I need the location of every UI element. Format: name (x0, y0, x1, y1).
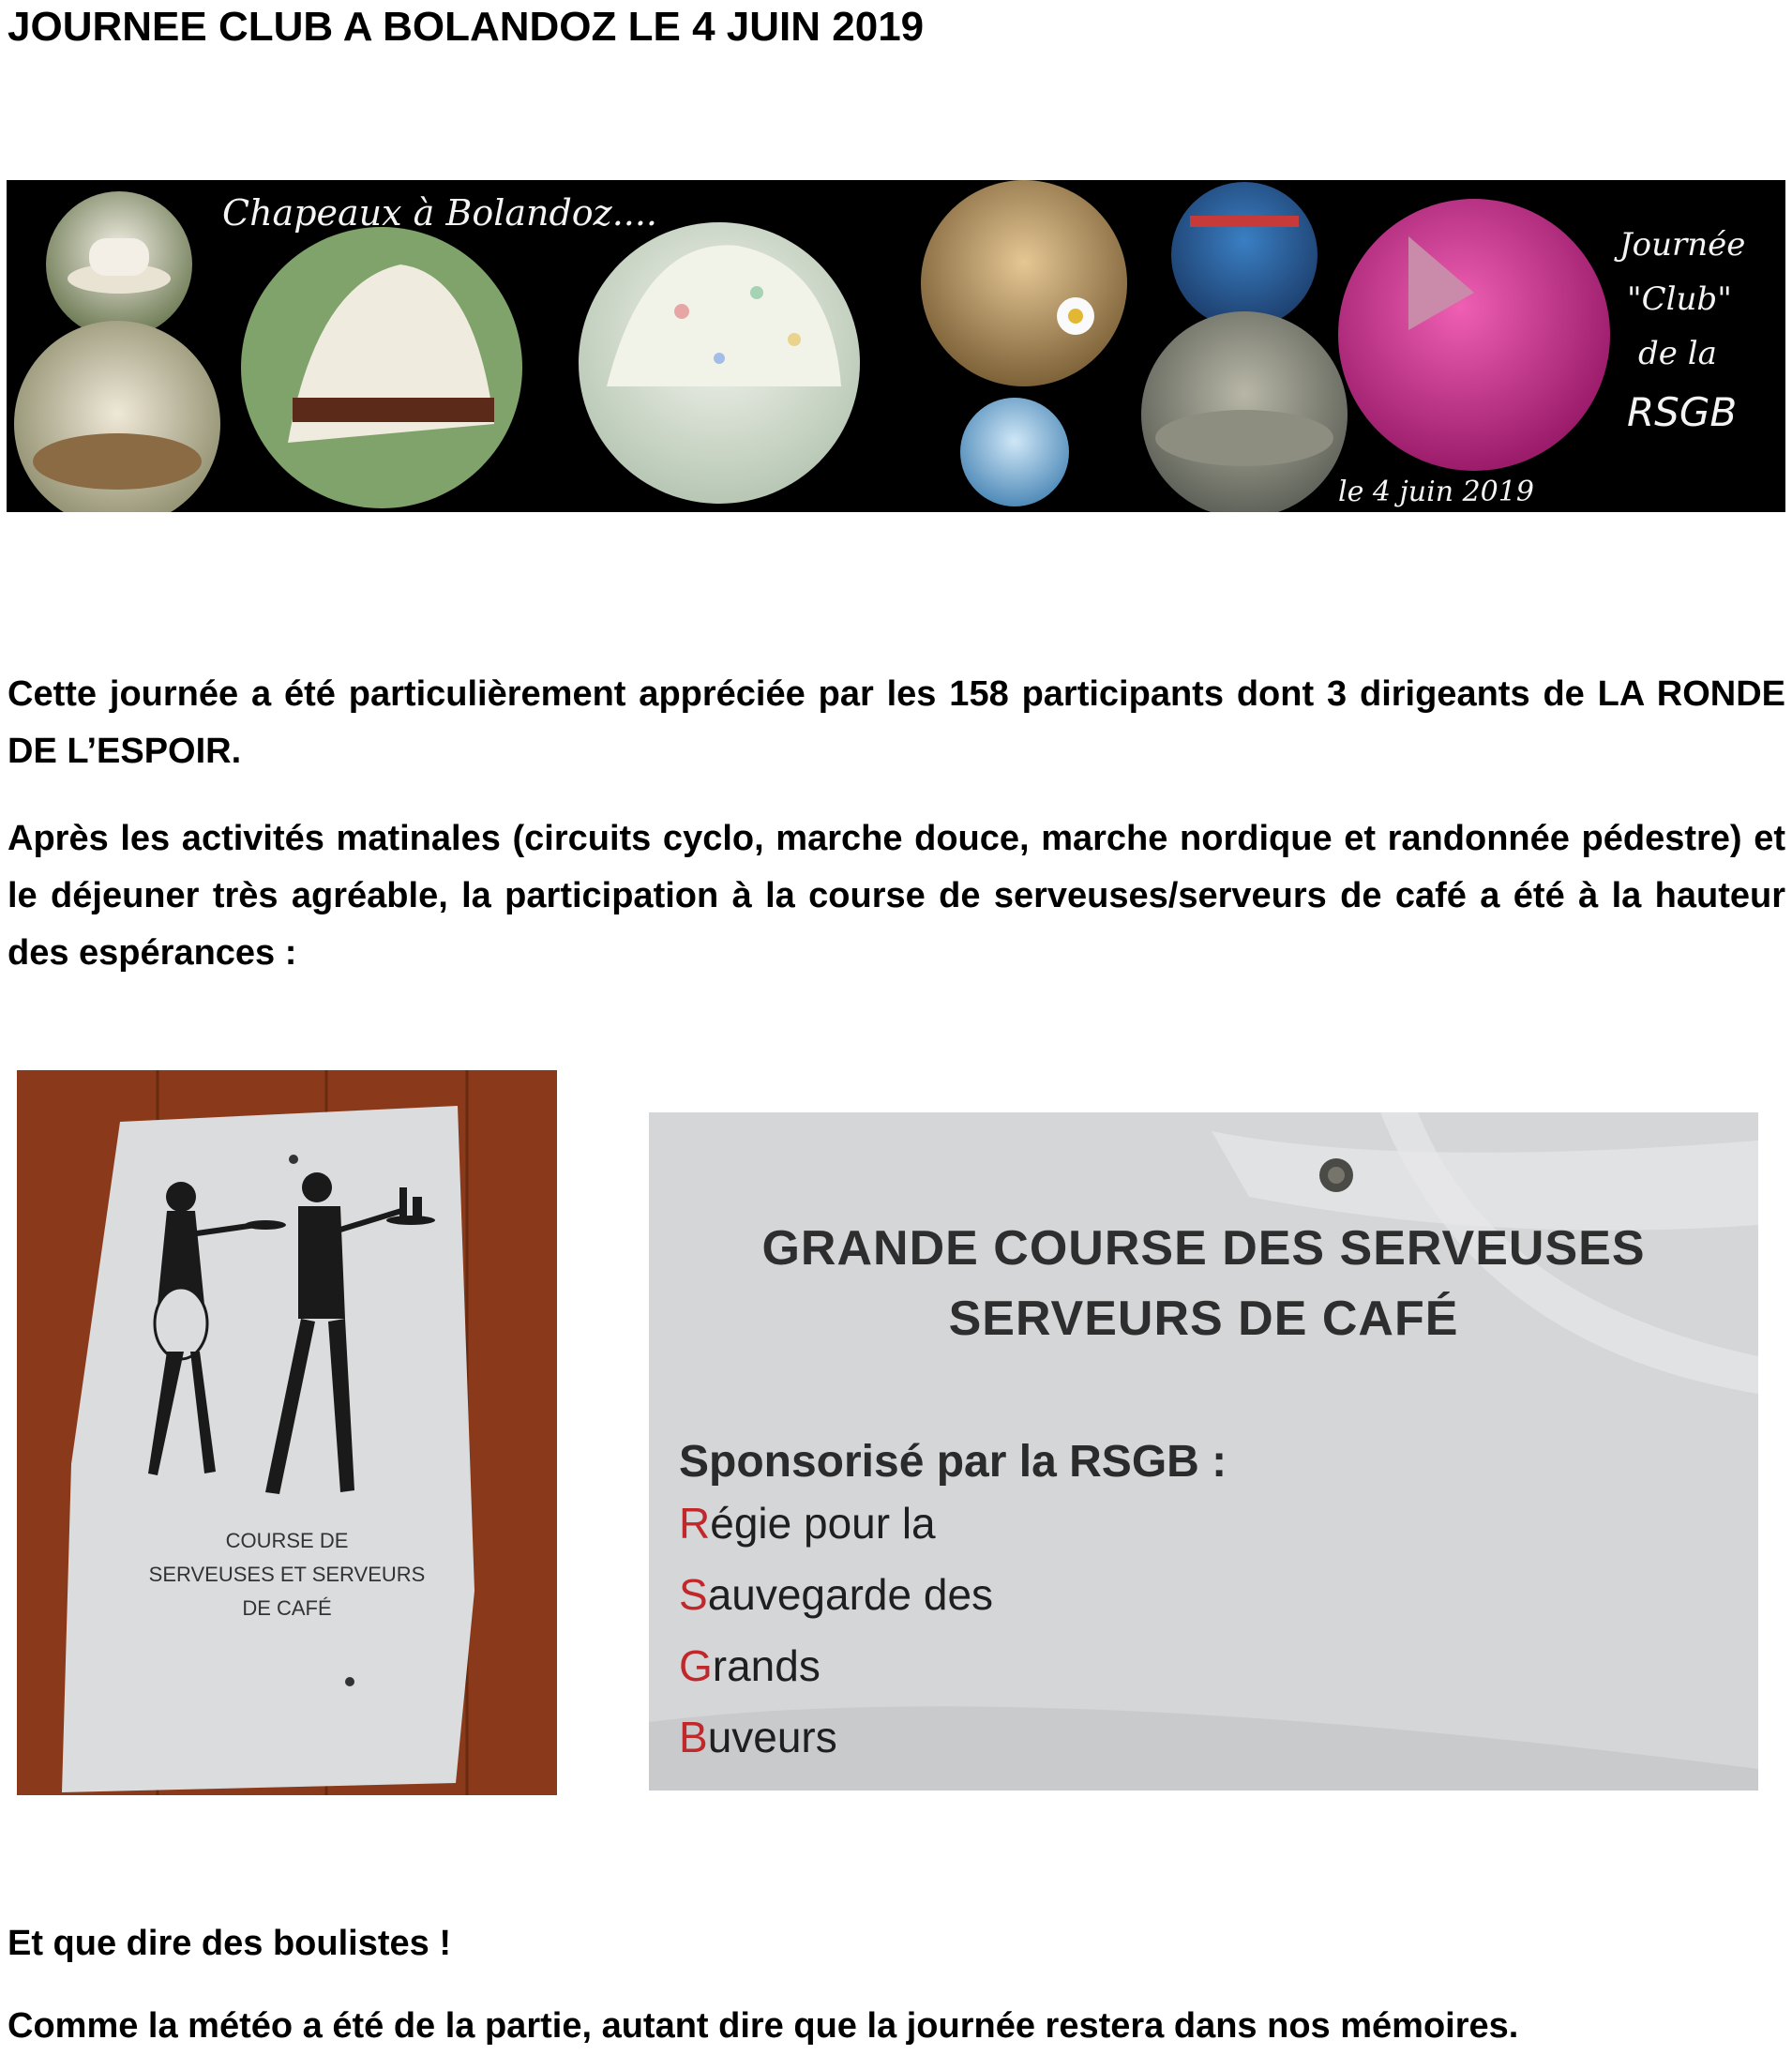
acronym-item: Grands (679, 1641, 821, 1690)
acronym-item: Sauvegarde des (679, 1570, 994, 1619)
svg-text:RSGB: RSGB (1627, 389, 1738, 435)
paragraph-boulistes: Et que dire des boulistes ! (8, 1924, 451, 1963)
left-sign-line-2: SERVEUSES ET SERVEURS (148, 1563, 426, 1586)
svg-text:Journée: Journée (1619, 226, 1746, 264)
sign-acronym-list (679, 1488, 993, 1773)
svg-text:de la: de la (1638, 335, 1717, 372)
sign-title-line-1: GRANDE COURSE DES SERVEUSES (761, 1221, 1646, 1276)
left-sign-line-3: DE CAFÉ (242, 1596, 332, 1620)
banner-date: le 4 juin 2019 (1338, 476, 1534, 508)
banner-caption: Chapeaux à Bolandoz.... (222, 192, 658, 234)
sign-title-line-2: SERVEURS DE CAFÉ (948, 1292, 1459, 1346)
acronym-item: Régie pour la (679, 1499, 936, 1548)
hats-banner-image (7, 180, 1785, 512)
paragraph-participants: Cette journée a été particulièrement appréciée par les 158 participants dont 3 dirigeants de LA RONDE DE L’ESPOIR. (8, 674, 1785, 771)
paragraph-meteo: Comme la météo a été de la partie, autant dire que la journée restera dans nos mémoires. (8, 2006, 1519, 2046)
sign-sponsor-line: Sponsorisé par la RSGB : (679, 1437, 1227, 1487)
paragraph-activities: Après les activités matinales (circuits cyclo, marche douce, marche nordique et randonnée pédestre) et le déjeuner très agréable, la participation à la course de serveuses/serveurs de café a été à la hauteur des espérances : (8, 819, 1785, 973)
waiters-sign-photo (17, 1070, 557, 1795)
race-sponsor-sign-photo (649, 1112, 1758, 1791)
left-sign-line-1: COURSE DE (225, 1529, 349, 1552)
acronym-item: Buveurs (679, 1713, 837, 1761)
page-title: JOURNEE CLUB A BOLANDOZ LE 4 JUIN 2019 (8, 4, 925, 50)
svg-text:"Club": "Club" (1627, 280, 1732, 318)
